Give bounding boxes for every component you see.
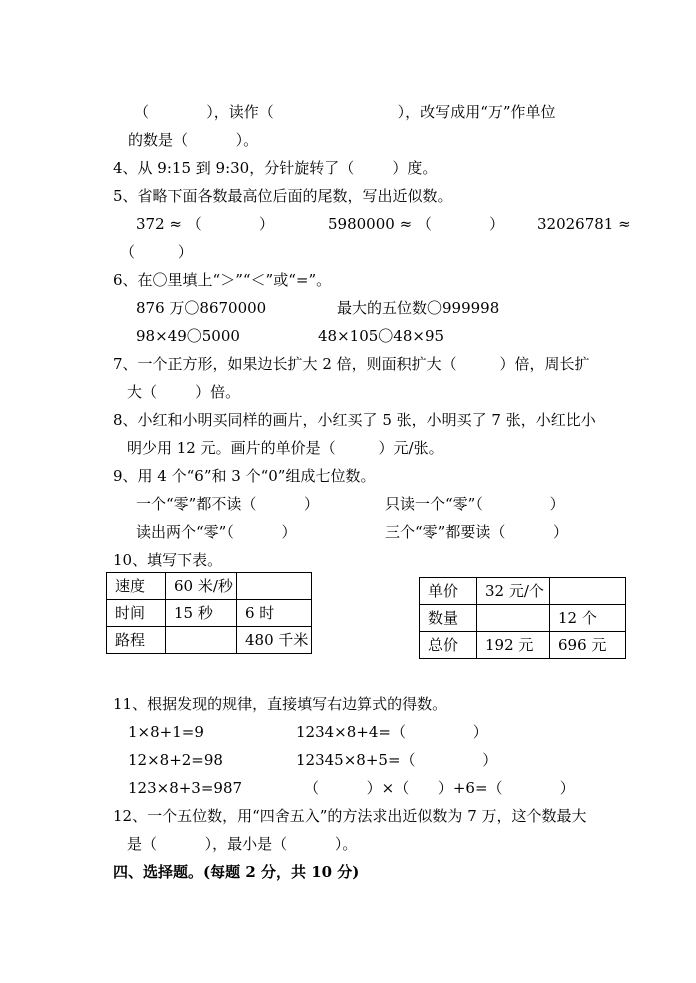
table-cell: 15 秒: [166, 600, 237, 627]
q9-item-1: 一个“零”都不读（ ）: [136, 495, 320, 513]
table-cell: 路程: [107, 627, 166, 654]
table-cell: 192 元: [477, 632, 550, 659]
table-cell: 480 千米: [237, 627, 312, 654]
table-cell: 12 个: [550, 605, 626, 632]
q5-item-2: 5980000 ≈ （ ）: [328, 215, 505, 233]
section-4-heading: 四、选择题。(每题 2 分，共 10 分): [113, 863, 360, 881]
table-row: [107, 600, 312, 627]
question-12: 12、一个五位数，用“四舍五入”的方法求出近似数为 7 万，这个数最大: [113, 807, 587, 825]
q5-item-3: 32026781 ≈: [537, 215, 631, 233]
speed-time-distance-table: [106, 572, 312, 654]
table-row: [420, 632, 626, 659]
q11-pattern-2: 12×8+2=98: [128, 751, 223, 769]
table-cell: 单价: [420, 578, 477, 605]
table-cell: 696 元: [550, 632, 626, 659]
q9-item-2: 只读一个“零”（ ）: [385, 495, 565, 513]
question-8: 8、小红和小明买同样的画片，小红买了 5 张，小明买了 7 张，小红比小: [113, 411, 596, 429]
question-10: 10、填写下表。: [113, 551, 223, 569]
q9-item-4: 三个“零”都要读（ ）: [385, 523, 569, 541]
table-row: [420, 605, 626, 632]
table-cell: 时间: [107, 600, 166, 627]
question-4: 4、从 9:15 到 9:30，分针旋转了（ ）度。: [113, 159, 438, 177]
q11-blank-1: 1234×8+4=（ ）: [296, 723, 488, 741]
table-cell: 数量: [420, 605, 477, 632]
question-9: 9、用 4 个“6”和 3 个“0”组成七位数。: [113, 467, 376, 485]
question-7: 7、一个正方形，如果边长扩大 2 倍，则面积扩大（ ）倍，周长扩: [113, 355, 590, 373]
price-quantity-total-table: [419, 577, 626, 659]
q6-item-4: 48×105〇48×95: [318, 327, 445, 345]
question-5: 5、省略下面各数最高位后面的尾数，写出近似数。: [113, 187, 453, 205]
table-cell: 32 元/个: [477, 578, 550, 605]
question-8-cont: 明少用 12 元。画片的单价是（ ）元/张。: [127, 439, 444, 457]
q6-item-2: 最大的五位数〇999998: [337, 299, 500, 317]
table-cell: 60 米/秒: [166, 573, 237, 600]
table-cell: 总价: [420, 632, 477, 659]
question-11: 11、根据发现的规律，直接填写右边算式的得数。: [113, 695, 448, 713]
q11-pattern-1: 1×8+1=9: [128, 723, 204, 741]
q5-item-1: 372 ≈ （ ）: [136, 215, 274, 233]
q5-item-3-blank: （ ）: [120, 243, 193, 261]
table-cell: [477, 605, 550, 632]
q11-blank-2: 12345×8+5=（ ）: [296, 751, 498, 769]
table-cell: 6 时: [237, 600, 312, 627]
question-7-cont: 大（ ）倍。: [127, 383, 241, 401]
table-row: [107, 573, 312, 600]
q3-blank-line: （ ），读作（ ），改写成用“万”作单位: [134, 103, 556, 121]
table-row: [420, 578, 626, 605]
question-6: 6、在〇里填上“＞”“＜”或“=”。: [113, 271, 332, 289]
q3-blank-line-cont: 的数是（ ）。: [128, 131, 259, 149]
q11-pattern-3: 123×8+3=987: [128, 779, 243, 797]
table-cell: [166, 627, 237, 654]
q11-blank-3: （ ）×（ ）+6=（ ）: [304, 779, 575, 797]
table-cell: [550, 578, 626, 605]
q6-item-3: 98×49〇5000: [136, 327, 240, 345]
q9-item-3: 读出两个“零”（ ）: [136, 523, 297, 541]
q6-item-1: 876 万〇8670000: [136, 299, 267, 317]
table-cell: 速度: [107, 573, 166, 600]
table-cell: [237, 573, 312, 600]
question-12-cont: 是（ ），最小是（ ）。: [127, 835, 358, 853]
table-row: [107, 627, 312, 654]
